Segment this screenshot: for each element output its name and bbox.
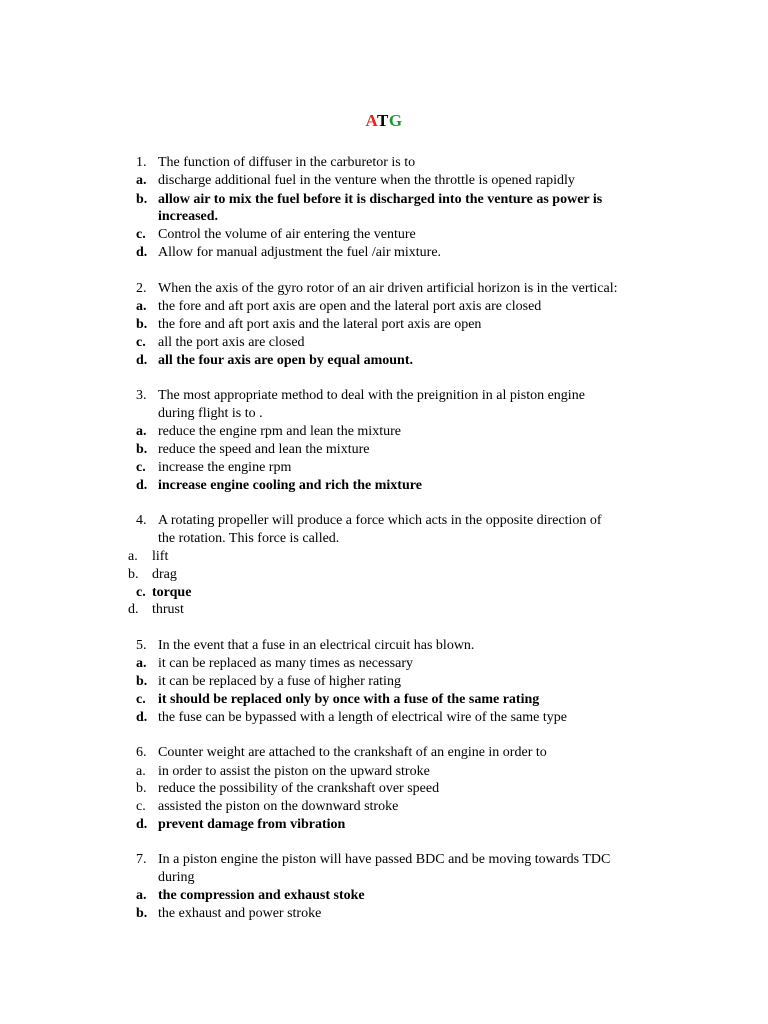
option-marker: d.: [136, 245, 148, 260]
option-row: [0, 244, 768, 262]
option-text: increase the engine rpm: [158, 460, 292, 475]
option-marker: a.: [136, 888, 147, 903]
option-text: torque: [152, 585, 192, 600]
option-text: all the four axis are open by equal amount.: [158, 353, 414, 368]
option-row: [0, 298, 768, 316]
option-text: the exhaust and power stroke: [158, 906, 322, 921]
option-text: Control the volume of air entering the venture: [158, 227, 416, 242]
option-row-correct: [0, 584, 768, 602]
question-4-stem-continuation: [0, 530, 768, 548]
option-row: [0, 709, 768, 727]
option-row: [0, 905, 768, 923]
option-marker: d.: [136, 710, 148, 725]
option-row: [0, 780, 768, 798]
question-stem: In a piston engine the piston will have passed BDC and be moving towards TDC: [158, 852, 611, 867]
option-text: drag: [152, 567, 177, 582]
option-marker: d.: [136, 817, 148, 832]
option-text: lift: [152, 549, 169, 564]
option-row: [0, 655, 768, 673]
option-row: [0, 566, 768, 584]
question-number: 7.: [136, 852, 147, 867]
option-row: [0, 172, 768, 190]
option-row: [0, 423, 768, 441]
option-marker: b.: [136, 674, 148, 689]
question-3-stem-line: [0, 387, 768, 405]
option-marker: b.: [136, 317, 148, 332]
question-2-stem-line: [0, 280, 768, 298]
option-row-correct: [0, 191, 768, 209]
option-text: the fore and aft port axis are open and the lateral port axis are closed: [158, 299, 542, 314]
option-marker: a.: [128, 549, 138, 564]
question-3-stem-continuation: [0, 405, 768, 423]
option-text: in order to assist the piston on the upward stroke: [158, 764, 430, 779]
option-row-correct: [0, 352, 768, 370]
option-marker: c.: [136, 335, 146, 350]
option-row-correct: [0, 477, 768, 495]
question-stem-continued: during flight is to .: [158, 406, 263, 421]
option-marker: c.: [136, 585, 146, 600]
option-row: [0, 459, 768, 477]
question-1-stem-line: [0, 154, 768, 172]
question-number: 4.: [136, 513, 147, 528]
option-marker: b.: [136, 192, 148, 207]
option-marker: c.: [136, 799, 146, 814]
option-row: [0, 441, 768, 459]
option-text: all the port axis are closed: [158, 335, 305, 350]
option-row-correct: [0, 816, 768, 834]
option-row: [0, 763, 768, 781]
option-row: [0, 316, 768, 334]
option-text: the compression and exhaust stoke: [158, 888, 365, 903]
option-text: prevent damage from vibration: [158, 817, 346, 832]
option-text: it can be replaced as many times as necessary: [158, 656, 414, 671]
option-marker: a.: [136, 656, 147, 671]
title-letter-g: G: [388, 111, 403, 130]
question-stem: In the event that a fuse in an electrical circuit has blown.: [158, 638, 475, 653]
option-marker: a.: [136, 173, 147, 188]
option-row-correct: [0, 887, 768, 905]
option-text: it can be replaced by a fuse of higher rating: [158, 674, 401, 689]
option-marker: b.: [136, 442, 148, 457]
option-text: thrust: [152, 602, 184, 617]
title-letter-t: T: [376, 111, 389, 130]
option-text: the fuse can be bypassed with a length of electrical wire of the same type: [158, 710, 567, 725]
option-row: [0, 226, 768, 244]
question-number: 3.: [136, 388, 147, 403]
option-text-continued: increased.: [158, 209, 219, 224]
option-marker: c.: [136, 227, 146, 242]
option-row: [0, 548, 768, 566]
option-marker: d.: [136, 353, 148, 368]
question-number: 5.: [136, 638, 147, 653]
option-marker: c.: [136, 692, 146, 707]
option-marker: d.: [128, 602, 139, 617]
title-letter-a: A: [365, 111, 377, 130]
option-marker: a.: [136, 424, 147, 439]
option-text: increase engine cooling and rich the mixture: [158, 478, 422, 493]
option-text: reduce the possibility of the crankshaft over speed: [158, 781, 440, 796]
question-5-stem-line: [0, 637, 768, 655]
option-row: [0, 673, 768, 691]
page-title: [0, 111, 768, 131]
question-7-stem-continuation: [0, 869, 768, 887]
question-stem: When the axis of the gyro rotor of an air driven artificial horizon is in the vertical:: [158, 281, 618, 296]
option-row: [0, 334, 768, 352]
question-stem: Counter weight are attached to the crankshaft of an engine in order to: [158, 745, 547, 760]
option-text: Allow for manual adjustment the fuel /air mixture.: [158, 245, 442, 260]
question-stem: A rotating propeller will produce a force which acts in the opposite direction of: [158, 513, 602, 528]
option-row: [0, 798, 768, 816]
option-marker: d.: [136, 478, 148, 493]
option-row-continuation: [0, 208, 768, 226]
option-text: discharge additional fuel in the venture when the throttle is opened rapidly: [158, 173, 575, 188]
question-stem-continued: during: [158, 870, 195, 885]
option-text: reduce the engine rpm and lean the mixture: [158, 424, 401, 439]
option-marker: a.: [136, 299, 147, 314]
question-number: 2.: [136, 281, 147, 296]
option-marker: a.: [136, 764, 146, 779]
option-row: [0, 601, 768, 619]
question-number: 1.: [136, 155, 147, 170]
option-text: it should be replaced only by once with a fuse of the same rating: [158, 692, 540, 707]
question-stem: The function of diffuser in the carburetor is to: [158, 155, 416, 170]
option-row-correct: [0, 691, 768, 709]
question-6-stem-line: [0, 744, 768, 762]
option-text: allow air to mix the fuel before it is discharged into the venture as power is: [158, 192, 603, 207]
question-stem: The most appropriate method to deal with the preignition in al piston engine: [158, 388, 585, 403]
question-stem-continued: the rotation. This force is called.: [158, 531, 340, 546]
option-marker: b.: [128, 567, 139, 582]
option-text: the fore and aft port axis and the lateral port axis are open: [158, 317, 482, 332]
question-number: 6.: [136, 745, 147, 760]
option-text: assisted the piston on the downward stroke: [158, 799, 399, 814]
option-marker: c.: [136, 460, 146, 475]
option-marker: b.: [136, 906, 148, 921]
question-4-stem-line: [0, 512, 768, 530]
question-7-stem-line: [0, 851, 768, 869]
option-marker: b.: [136, 781, 147, 796]
option-text: reduce the speed and lean the mixture: [158, 442, 370, 457]
